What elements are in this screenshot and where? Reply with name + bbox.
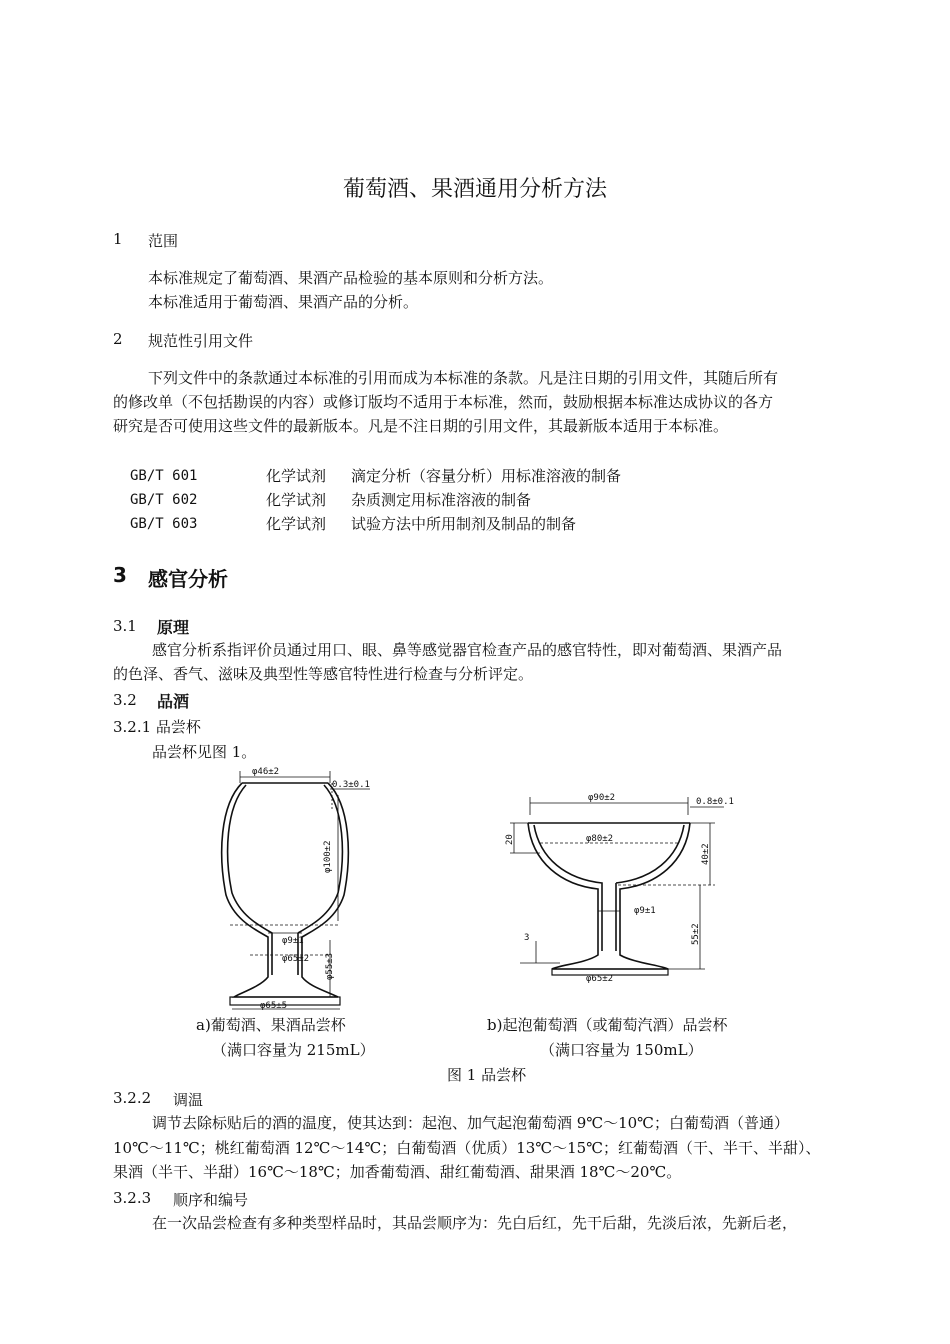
figure-b-glass-drawing — [500, 785, 734, 985]
section-3-2-1-heading: 3.2.1 品尝杯 — [113, 718, 201, 736]
figure-a-capacity: （满口容量为 215mL） — [212, 1041, 375, 1059]
fig-b-dim-stem: φ9±1 — [634, 906, 656, 916]
section-2-heading: 规范性引用文件 — [148, 332, 254, 350]
section-1-para-1: 本标准规定了葡萄酒、果酒产品检验的基本原则和分析方法。 — [148, 269, 554, 287]
fig-a-dim-stemh: φ55±3 — [325, 952, 335, 980]
fig-a-dim-top: φ46±2 — [252, 767, 280, 777]
fig-a-dim-base: φ65±5 — [260, 1001, 288, 1011]
section-3-2-2-heading: 调温 — [173, 1091, 204, 1109]
section-2-line-2: 的修改单（不包括勘误的内容）或修订版均不适用于本标准，然而，鼓励根据本标准达成协议的各方 — [113, 393, 774, 411]
fig-b-dim-55: 55±2 — [691, 923, 701, 945]
ref-cat-3: 化学试剂 — [266, 515, 327, 533]
section-3-2-1-text: 品尝杯见图 1。 — [152, 743, 257, 761]
section-1-number: 1 — [113, 230, 123, 248]
fig-b-dim-base: φ65±2 — [586, 974, 614, 984]
fig-a-dim-stem: φ9±1 — [282, 936, 304, 946]
section-3-2-3-number: 3.2.3 — [113, 1189, 152, 1207]
fig-b-dim-inner: φ80±2 — [586, 834, 614, 844]
page-title: 葡萄酒、果酒通用分析方法 — [342, 177, 607, 202]
fig-b-dim-wall: 0.8±0.1 — [696, 797, 734, 807]
section-3-1-heading: 原理 — [157, 618, 190, 637]
fig-b-dim-20: 20 — [505, 834, 515, 845]
section-1-para-2: 本标准适用于葡萄酒、果酒产品的分析。 — [148, 293, 419, 311]
section-3-2-2-number: 3.2.2 — [113, 1089, 152, 1107]
section-3-1-line-1: 感官分析系指评价员通过用口、眼、鼻等感觉器官检查产品的感官特性，即对葡萄酒、果酒产品 — [152, 641, 783, 659]
figure-b-caption: b)起泡葡萄酒（或葡萄汽酒）品尝杯 — [487, 1016, 728, 1034]
section-3-number: 3 — [113, 563, 127, 587]
ref-cat-2: 化学试剂 — [266, 491, 327, 509]
section-3-1-number: 3.1 — [113, 617, 137, 635]
figure-b-capacity: （满口容量为 150mL） — [540, 1041, 703, 1059]
fig-a-dim-lower: φ65±2 — [282, 954, 310, 964]
ref-code-3: GB/T 603 — [130, 516, 198, 532]
ref-desc-3: 试验方法中所用制剂及制品的制备 — [351, 515, 577, 533]
fig-a-dim-height: φ100±2 — [323, 840, 333, 873]
figure-title: 图 1 品尝杯 — [447, 1066, 527, 1084]
section-2-line-1: 下列文件中的条款通过本标准的引用而成为本标准的条款。凡是注日期的引用文件，其随后所有 — [148, 369, 779, 387]
section-3-2-3-heading: 顺序和编号 — [173, 1191, 249, 1209]
section-3-1-line-2: 的色泽、香气、滋味及典型性等感官特性进行检查与分析评定。 — [113, 665, 534, 683]
fig-b-dim-top: φ90±2 — [588, 793, 616, 803]
fig-b-dim-40: 40±2 — [701, 843, 711, 865]
figure-a-glass-drawing — [190, 765, 390, 1013]
section-3-2-2-line-2: 10℃～11℃；桃红葡萄酒 12℃～14℃；白葡萄酒（优质）13℃～15℃；红葡萄酒（干、半干、半甜）、 — [113, 1139, 821, 1157]
section-3-2-2-line-1: 调节去除标贴后的酒的温度，使其达到：起泡、加气起泡葡萄酒 9℃～10℃；白葡萄酒（普通） — [152, 1114, 789, 1132]
fig-a-dim-wall: 0.3±0.1 — [332, 780, 370, 790]
section-2-number: 2 — [113, 330, 123, 348]
section-3-2-number: 3.2 — [113, 691, 137, 709]
section-3-2-2-line-3: 果酒（半干、半甜）16℃～18℃；加香葡萄酒、甜红葡萄酒、甜果酒 18℃～20℃。 — [113, 1163, 682, 1181]
ref-code-1: GB/T 601 — [130, 468, 198, 484]
section-1-heading: 范围 — [148, 232, 179, 250]
fig-b-dim-3: 3 — [524, 933, 530, 943]
figure-a-caption: a)葡萄酒、果酒品尝杯 — [196, 1016, 346, 1034]
section-3-heading: 感官分析 — [148, 567, 228, 591]
ref-code-2: GB/T 602 — [130, 492, 198, 508]
section-3-2-3-line-1: 在一次品尝检查有多种类型样品时，其品尝顺序为：先白后红，先干后甜，先淡后浓，先新后老， — [152, 1214, 798, 1232]
section-3-2-heading: 品酒 — [157, 692, 190, 711]
section-2-line-3: 研究是否可使用这些文件的最新版本。凡是不注日期的引用文件，其最新版本适用于本标准。 — [113, 417, 729, 435]
ref-desc-2: 杂质测定用标准溶液的制备 — [351, 491, 532, 509]
ref-cat-1: 化学试剂 — [266, 467, 327, 485]
ref-desc-1: 滴定分析（容量分析）用标准溶液的制备 — [351, 467, 622, 485]
